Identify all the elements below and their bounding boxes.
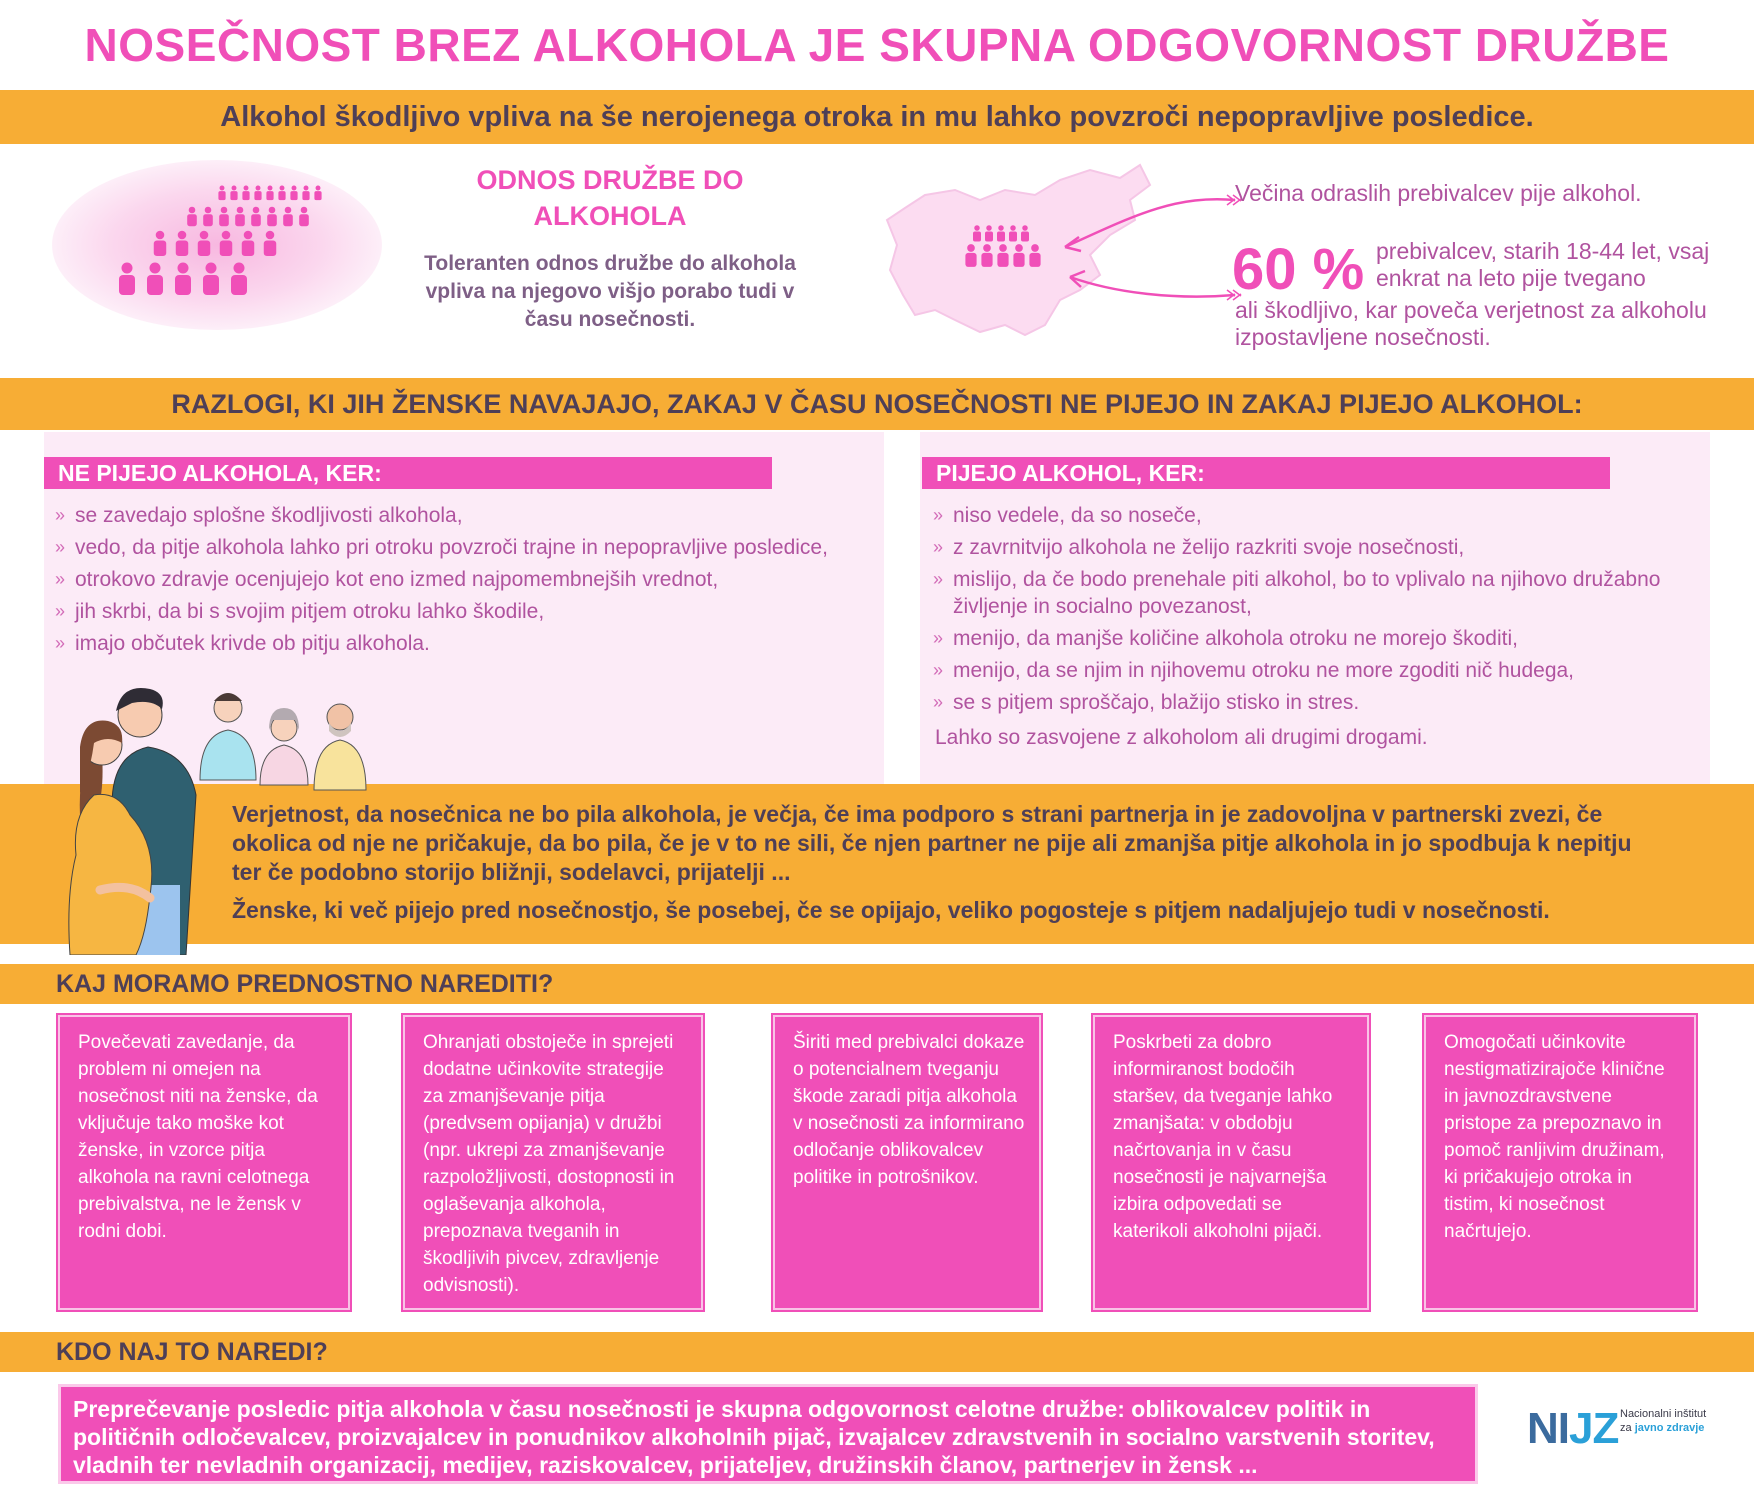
drinking-heading: PIJEJO ALKOHOL, KER: [922,457,1610,489]
list-item: » otrokovo zdravje ocenjujejo kot eno izmed najpomembnejših vrednot, [55,566,855,593]
list-item: » z zavrnitvijo alkohola ne želijo razkriti svoje nosečnosti, [933,534,1673,561]
drinking-note: Lahko so zasvojene z alkoholom ali drugimi drogami. [935,726,1428,749]
action-card: Povečevati zavedanje, da problem ni omejen na nosečnost niti na ženske, da vključuje tako moške kot ženske, in vzorce pitja alkohola na ravni celotnega prebivalstva, ne le žensk v rodni dobi. [58,1015,350,1310]
connector-arrows [1055,185,1245,315]
support-text: Verjetnost, da nosečnica ne bo pila alkohola, je večja, če ima podporo s strani partnerja in je zadovoljna v partnerski zvezi, če okolica od nje ne pričakuje, da bo pila, če je v to ne sili, če njen partner ne pije ali zmanjša pitje alkohola in jo spodbuja k nepitju ter če podobno storijo bližnji, sodelavci, prijatelji ... [232,801,1632,885]
list-item: » se zavedajo splošne škodljivosti alkohola, [55,502,855,529]
not-drinking-list [55,502,855,662]
reasons-band [0,378,1754,430]
action-card: Omogočati učinkovite nestigmatizirajoče klinične in javnozdravstvene pristope za prepoznavo in pomoč ranljivim družinam, ki pričakujejo otroka in tistim, ki nosečnost načrtujejo. [1424,1015,1696,1310]
priority-band [0,964,1754,1004]
page-title: NOSEČNOST BREZ ALKOHOLA JE SKUPNA ODGOVORNOST DRUŽBE [84,19,1670,71]
logo-mark-b: JZ [1569,1404,1619,1453]
list-item: » imajo občutek krivde ob pitju alkohola. [55,630,855,657]
logo-line-1: Nacionalni inštitut [1620,1408,1707,1420]
action-card: Poskrbeti za dobro informiranost bodočih staršev, da tveganje lahko zmanjšata: v obdobju načrtovanja in v času nosečnosti je najvarnejša izbira odpovedati se katerikoli alkoholni pijači. [1093,1015,1369,1310]
logo-line-2 [1620,1422,1704,1434]
list-item: » menijo, da se njim in njihovemu otroku ne more zgoditi nič hudega, [933,657,1673,684]
majority-text: Večina odraslih prebivalcev pije alkohol. [1235,180,1642,206]
who-heading: KDO NAJ TO NAREDI? [56,1338,328,1366]
who-band [0,1332,1754,1372]
priority-heading: KAJ MORAMO PREDNOSTNO NAREDITI? [56,970,554,998]
who-text: Preprečevanje posledic pitja alkohola v času nosečnosti je skupna odgovornost celotne družbe: oblikovalcev politik in političnih odločevalcev, proizvajalcev in ponudnikov alkoholnih pijač, izvajalcev zdravstvenih in socialno varstvenih storitev, vladnih ter nevladnih organizacij, medijev, raziskovalcev, prijateljev, družinskih članov, partnerjev in žensk ... [58,1384,1478,1484]
drinking-list [933,502,1673,721]
logo-line-2a: za [1620,1422,1635,1434]
nijz-logo [1527,1404,1618,1454]
crowd-illustration [52,160,382,330]
subtitle: Alkohol škodljivo vpliva na še nerojenega otroka in mu lahko povzroči nepopravljive posledice. [220,101,1534,133]
list-item: » menijo, da manjše količine alkohola otroku ne morejo škoditi, [933,625,1673,652]
odnos-text: Toleranten odnos družbe do alkohola vpliva na njegovo višjo porabo tudi v času nosečnosti. [424,252,796,331]
not-drinking-heading: NE PIJEJO ALKOHOLA, KER: [44,457,772,489]
logo-mark-a: NI [1527,1404,1569,1453]
logo-line-2b: javno zdravje [1634,1422,1705,1434]
list-item: » vedo, da pitje alkohola lahko pri otroku povzroči trajne in nepopravljive posledice, [55,534,855,561]
subtitle-band [0,90,1754,144]
percent-text-2: ali škodljivo, kar poveča verjetnost za alkoholu izpostavljene nosečnosti. [1235,297,1707,350]
action-card: Ohranjati obstoječe in sprejeti dodatne učinkovite strategije za zmanjševanje pitja (predvsem opijanja) v družbi (npr. ukrepi za zmanjševanje razpoložljivosti, dostopnosti in oglaševanja alkohola, prepoznava tveganih in škodljivih pivcev, zdravljenje odvisnosti). [403,1015,703,1310]
list-item: » se s pitjem sproščajo, blažijo stisko in stres. [933,689,1673,716]
list-item: » mislijo, da če bodo prenehale piti alkohol, bo to vplivalo na njihovo družabno življenje in socialno povezanost, [933,566,1673,620]
action-card: Širiti med prebivalci dokaze o potencialnem tveganju škode zaradi pitja alkohola v nosečnosti za informirano odločanje oblikovalcev politike in potrošnikov. [773,1015,1041,1310]
crowd-people-icon [52,160,382,330]
percent-text-1: prebivalcev, starih 18-44 let, vsaj enkrat na leto pije tvegano [1376,238,1710,291]
odnos-title: ODNOS DRUŽBE DO ALKOHOLA [476,165,744,231]
list-item: » jih skrbi, da bi s svojim pitjem otroku lahko škodile, [55,598,855,625]
list-item: » niso vedele, da so noseče, [933,502,1673,529]
heavy-drinking-text: Ženske, ki več pijejo pred nosečnostjo, še posebej, če se opijajo, veliko pogosteje s pitjem nadaljujejo tudi v nosečnosti. [232,897,1550,923]
percent-value: 60 % [1232,237,1365,302]
reasons-heading: RAZLOGI, KI JIH ŽENSKE NAVAJAJO, ZAKAJ V ČASU NOSEČNOSTI NE PIJEJO IN ZAKAJ PIJEJO ALKOHOL: [171,389,1583,419]
